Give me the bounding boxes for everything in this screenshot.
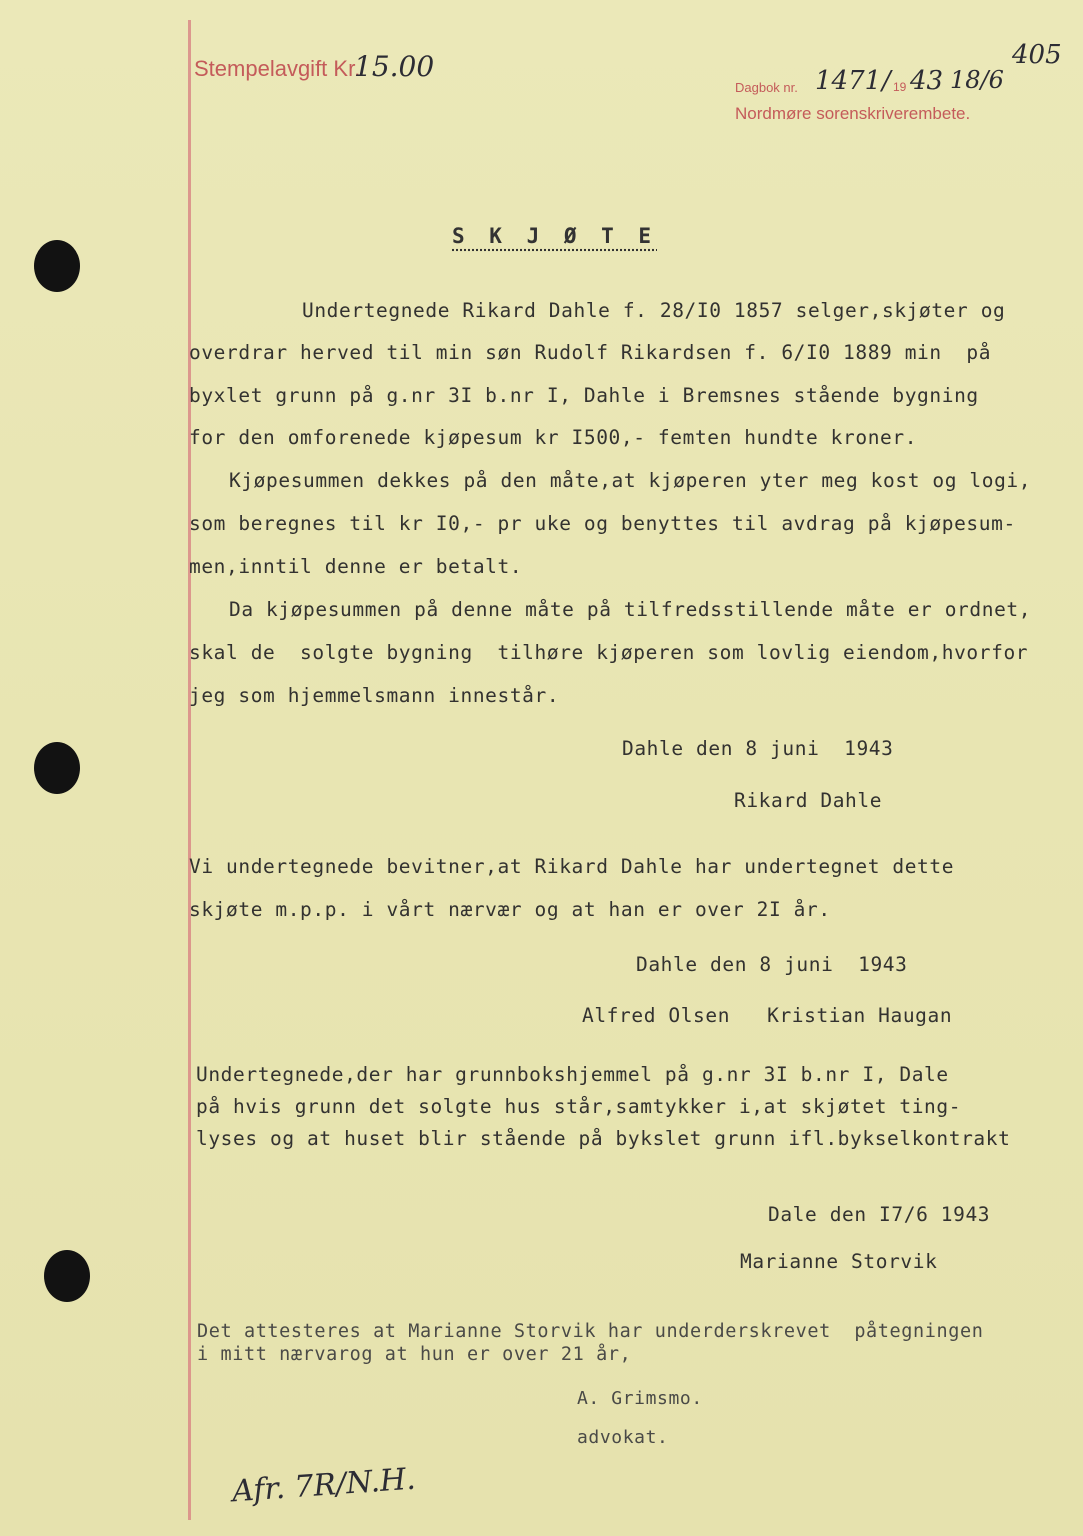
para1-line1: Undertegnede Rikard Dahle f. 28/I0 1857 selger,skjøter og xyxy=(302,299,1006,322)
witness-line2: skjøte m.p.p. i vårt nærvær og at han er over 2I år. xyxy=(189,898,831,921)
witness-line1: Vi undertegnede bevitner,at Rikard Dahle har undertegnet dette xyxy=(189,855,955,878)
dagbok-date: 18/6 xyxy=(950,66,1004,94)
dagbok-label: Dagbok nr. xyxy=(735,80,798,95)
consent-line1: Undertegnede,der har grunnbokshjemmel på g.nr 3I b.nr I, Dale xyxy=(196,1063,949,1086)
document-title: S K J Ø T E xyxy=(452,224,658,248)
office-stamp: Nordmøre sorenskriverembete. xyxy=(735,104,971,123)
dagbok-slash: / xyxy=(882,66,891,96)
para3-line2: skal de solgte bygning tilhøre kjøperen som lovlig eiendom,hvorfor xyxy=(189,641,1029,664)
stamp-fee-label: Stempelavgift Kr. xyxy=(194,56,361,81)
witness-names: Alfred Olsen Kristian Haugan xyxy=(582,1004,953,1027)
footer-handwritten-note: Afr. 7R/N.H. xyxy=(231,1461,417,1510)
dagbok-number: 1471 xyxy=(815,66,882,96)
punch-hole-bottom xyxy=(44,1250,90,1302)
para3-line1: Da kjøpesummen på denne måte på tilfredsstillende måte er ordnet, xyxy=(229,598,1032,621)
punch-hole-top xyxy=(34,240,80,292)
para1-line3: byxlet grunn på g.nr 3I b.nr I, Dahle i Bremsnes stående bygning xyxy=(189,384,979,407)
consent-line3: lyses og at huset blir stående på bykslet grunn ifl.bykselkontrakt xyxy=(196,1127,1011,1150)
red-margin-line xyxy=(188,20,191,1520)
punch-hole-middle xyxy=(34,742,80,794)
stamp-fee-value: 15.00 xyxy=(354,50,435,83)
para1-line4: for den omforenede kjøpesum kr I500,- femten hundte kroner. xyxy=(189,426,918,449)
attest-title: advokat. xyxy=(577,1427,669,1448)
signer-rikard: Rikard Dahle xyxy=(734,789,883,812)
page-number: 405 xyxy=(1012,40,1062,70)
date-line-3: Dale den I7/6 1943 xyxy=(768,1203,991,1226)
attest-signer: A. Grimsmo. xyxy=(577,1388,703,1409)
para2-line2: som beregnes til kr I0,- pr uke og benyttes til avdrag på kjøpesum- xyxy=(189,512,1016,535)
signer-marianne: Marianne Storvik xyxy=(740,1250,938,1273)
dagbok-year-prefix: 19 xyxy=(893,80,907,94)
dagbok-year: 43 xyxy=(910,66,944,96)
para3-line3: jeg som hjemmelsmann innestår. xyxy=(189,684,560,707)
attest-line1: Det attesteres at Marianne Storvik har underderskrevet påtegningen xyxy=(197,1321,984,1342)
consent-line2: på hvis grunn det solgte hus står,samtykker i,at skjøtet ting- xyxy=(196,1095,962,1118)
para2-line1: Kjøpesummen dekkes på den måte,at kjøperen yter meg kost og logi, xyxy=(229,469,1032,492)
para1-line2: overdrar herved til min søn Rudolf Rikardsen f. 6/I0 1889 min på xyxy=(189,341,992,364)
date-line-1: Dahle den 8 juni 1943 xyxy=(622,737,894,760)
attest-line2: i mitt nærvarog at hun er over 21 år, xyxy=(197,1344,632,1365)
para2-line3: men,inntil denne er betalt. xyxy=(189,555,523,578)
date-line-2: Dahle den 8 juni 1943 xyxy=(636,953,908,976)
